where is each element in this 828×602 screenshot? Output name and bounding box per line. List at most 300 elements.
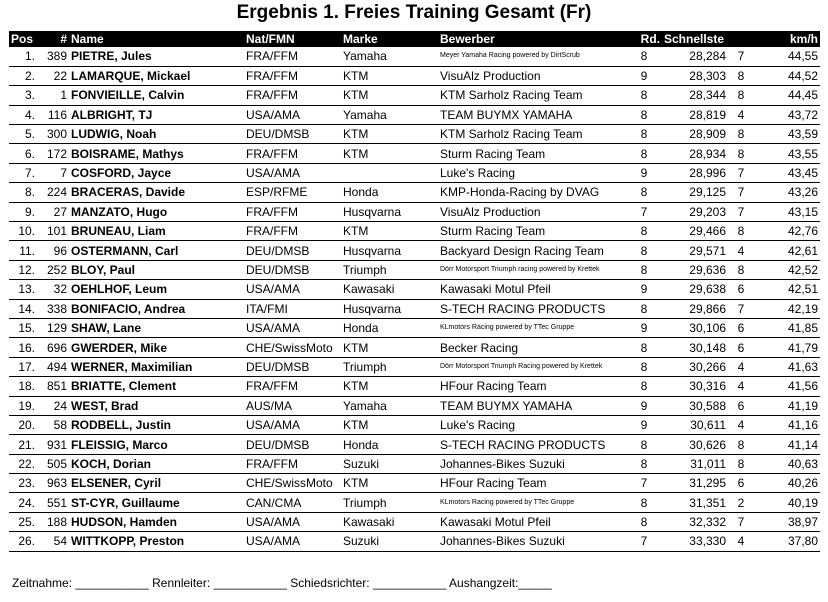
cell-fastest-time: 32,332 — [662, 512, 728, 531]
cell-rounds: 7 — [626, 532, 662, 551]
cell-number: 96 — [37, 241, 69, 260]
cell-name: COSFORD, Jayce — [69, 163, 244, 182]
table-row — [9, 435, 820, 454]
cell-kmh: 41,85 — [754, 318, 820, 337]
cell-marke: KTM — [341, 86, 438, 105]
cell-marke: KTM — [341, 338, 438, 357]
cell-name: KOCH, Dorian — [69, 454, 244, 473]
cell-pos: 8. — [9, 183, 37, 202]
cell-name: SHAW, Lane — [69, 318, 244, 337]
cell-kmh: 43,45 — [754, 163, 820, 182]
cell-marke: Kawasaki — [341, 512, 438, 531]
cell-rounds: 8 — [626, 47, 662, 66]
cell-marke: Yamaha — [341, 47, 438, 66]
table-row — [9, 183, 820, 202]
cell-bewerber: S-TECH RACING PRODUCTS — [438, 435, 626, 454]
cell-pos: 22. — [9, 454, 37, 473]
cell-nat: FRA/FFM — [244, 144, 341, 163]
cell-rounds: 8 — [626, 357, 662, 376]
cell-number: 252 — [37, 260, 69, 279]
cell-number: 963 — [37, 474, 69, 493]
cell-kmh: 44,52 — [754, 66, 820, 85]
cell-number: 338 — [37, 299, 69, 318]
cell-name: LUDWIG, Noah — [69, 125, 244, 144]
cell-fastest-lap: 6 — [728, 318, 754, 337]
cell-kmh: 38,97 — [754, 512, 820, 531]
cell-fastest-lap: 7 — [728, 299, 754, 318]
cell-marke: Honda — [341, 183, 438, 202]
cell-fastest-time: 30,588 — [662, 396, 728, 415]
table-row — [9, 474, 820, 493]
cell-pos: 3. — [9, 86, 37, 105]
cell-pos: 18. — [9, 377, 37, 396]
cell-name: PIETRE, Jules — [69, 47, 244, 66]
cell-number: 32 — [37, 280, 69, 299]
cell-bewerber: Sturm Racing Team — [438, 222, 626, 241]
table-row — [9, 454, 820, 473]
cell-kmh: 41,56 — [754, 377, 820, 396]
cell-rounds: 8 — [626, 435, 662, 454]
cell-number: 24 — [37, 396, 69, 415]
cell-rounds: 7 — [626, 202, 662, 221]
cell-fastest-time: 29,636 — [662, 260, 728, 279]
cell-pos: 9. — [9, 202, 37, 221]
cell-rounds: 8 — [626, 86, 662, 105]
cell-marke: Kawasaki — [341, 280, 438, 299]
cell-fastest-lap: 7 — [728, 202, 754, 221]
cell-pos: 16. — [9, 338, 37, 357]
table-row — [9, 493, 820, 512]
cell-nat: ITA/FMI — [244, 299, 341, 318]
cell-name: BOISRAME, Mathys — [69, 144, 244, 163]
cell-fastest-time: 28,344 — [662, 86, 728, 105]
cell-number: 27 — [37, 202, 69, 221]
table-row — [9, 280, 820, 299]
cell-marke: KTM — [341, 377, 438, 396]
cell-number: 389 — [37, 47, 69, 66]
cell-nat: FRA/FFM — [244, 47, 341, 66]
table-row — [9, 415, 820, 434]
cell-name: WERNER, Maximilian — [69, 357, 244, 376]
cell-nat: FRA/FFM — [244, 377, 341, 396]
cell-pos: 25. — [9, 512, 37, 531]
cell-marke: KTM — [341, 125, 438, 144]
cell-number: 1 — [37, 86, 69, 105]
cell-number: 551 — [37, 493, 69, 512]
cell-rounds: 8 — [626, 222, 662, 241]
cell-nat: USA/AMA — [244, 512, 341, 531]
cell-name: HUDSON, Hamden — [69, 512, 244, 531]
cell-rounds: 8 — [626, 260, 662, 279]
cell-pos: 11. — [9, 241, 37, 260]
header-nat: Nat/FMN — [246, 32, 295, 46]
footer-aushangzeit: Aushangzeit:_____ — [449, 576, 552, 590]
cell-fastest-time: 30,626 — [662, 435, 728, 454]
cell-fastest-lap: 8 — [728, 435, 754, 454]
cell-fastest-lap: 7 — [728, 183, 754, 202]
cell-nat: USA/AMA — [244, 532, 341, 551]
cell-rounds: 7 — [626, 474, 662, 493]
cell-kmh: 41,19 — [754, 396, 820, 415]
cell-fastest-time: 30,266 — [662, 357, 728, 376]
cell-fastest-time: 33,330 — [662, 532, 728, 551]
cell-fastest-time: 31,351 — [662, 493, 728, 512]
cell-number: 7 — [37, 163, 69, 182]
cell-name: BLOY, Paul — [69, 260, 244, 279]
cell-pos: 15. — [9, 318, 37, 337]
cell-name: BONIFACIO, Andrea — [69, 299, 244, 318]
cell-fastest-lap: 8 — [728, 260, 754, 279]
cell-number: 54 — [37, 532, 69, 551]
cell-kmh: 43,55 — [754, 144, 820, 163]
cell-fastest-lap: 7 — [728, 163, 754, 182]
cell-fastest-lap: 4 — [728, 105, 754, 124]
header-kmh: km/h — [789, 32, 818, 46]
header-rd: Rd. — [640, 32, 660, 46]
table-row — [9, 396, 820, 415]
cell-bewerber: KLmotors Racing powered by TTec Gruppe — [438, 318, 626, 337]
cell-name: ST-CYR, Guillaume — [69, 493, 244, 512]
cell-nat: USA/AMA — [244, 318, 341, 337]
cell-fastest-time: 30,106 — [662, 318, 728, 337]
cell-bewerber: Sturm Racing Team — [438, 144, 626, 163]
cell-kmh: 42,51 — [754, 280, 820, 299]
cell-rounds: 8 — [626, 377, 662, 396]
cell-name: BRACERAS, Davide — [69, 183, 244, 202]
cell-name: FLEISSIG, Marco — [69, 435, 244, 454]
cell-number: 129 — [37, 318, 69, 337]
signature-footer — [12, 576, 552, 590]
cell-fastest-lap: 8 — [728, 66, 754, 85]
table-header — [9, 31, 820, 47]
cell-name: ALBRIGHT, TJ — [69, 105, 244, 124]
cell-rounds: 8 — [626, 125, 662, 144]
cell-marke: KTM — [341, 222, 438, 241]
cell-rounds: 8 — [626, 512, 662, 531]
cell-bewerber: KLmotors Racing powered by TTec Gruppe — [438, 493, 626, 512]
table-row — [9, 144, 820, 163]
cell-fastest-lap: 7 — [728, 47, 754, 66]
cell-name: MANZATO, Hugo — [69, 202, 244, 221]
cell-rounds: 9 — [626, 396, 662, 415]
cell-pos: 20. — [9, 415, 37, 434]
cell-fastest-lap: 4 — [728, 377, 754, 396]
header-name: Name — [71, 32, 104, 46]
cell-bewerber: Johannes-Bikes Suzuki — [438, 532, 626, 551]
cell-bewerber: HFour Racing Team — [438, 377, 626, 396]
cell-kmh: 43,26 — [754, 183, 820, 202]
cell-fastest-time: 31,011 — [662, 454, 728, 473]
cell-number: 300 — [37, 125, 69, 144]
cell-bewerber: Luke's Racing — [438, 415, 626, 434]
cell-pos: 23. — [9, 474, 37, 493]
cell-fastest-lap: 4 — [728, 532, 754, 551]
cell-name: OSTERMANN, Carl — [69, 241, 244, 260]
cell-rounds: 8 — [626, 144, 662, 163]
cell-bewerber: VisuAlz Production — [438, 66, 626, 85]
cell-bewerber: Kawasaki Motul Pfeil — [438, 280, 626, 299]
cell-bewerber: Johannes-Bikes Suzuki — [438, 454, 626, 473]
page-title: Ergebnis 1. Freies Training Gesamt (Fr) — [236, 2, 592, 23]
results-table — [9, 31, 820, 552]
table-row — [9, 105, 820, 124]
cell-kmh: 40,26 — [754, 474, 820, 493]
cell-fastest-lap: 8 — [728, 86, 754, 105]
cell-name: GWERDER, Mike — [69, 338, 244, 357]
cell-marke — [341, 163, 438, 182]
cell-kmh: 40,63 — [754, 454, 820, 473]
cell-pos: 26. — [9, 532, 37, 551]
cell-nat: AUS/MA — [244, 396, 341, 415]
cell-bewerber: Backyard Design Racing Team — [438, 241, 626, 260]
table-row — [9, 47, 820, 66]
cell-fastest-time: 29,571 — [662, 241, 728, 260]
cell-bewerber: Dörr Motorsport Triumph Racing powered by Krettek — [438, 357, 626, 376]
cell-bewerber: KTM Sarholz Racing Team — [438, 86, 626, 105]
cell-marke: KTM — [341, 415, 438, 434]
cell-name: WITTKOPP, Preston — [69, 532, 244, 551]
cell-fastest-lap: 7 — [728, 512, 754, 531]
cell-marke: Honda — [341, 318, 438, 337]
cell-bewerber: KMP-Honda-Racing by DVAG — [438, 183, 626, 202]
cell-fastest-time: 31,295 — [662, 474, 728, 493]
table-row — [9, 163, 820, 182]
cell-kmh: 43,15 — [754, 202, 820, 221]
cell-rounds: 9 — [626, 415, 662, 434]
cell-fastest-lap: 6 — [728, 280, 754, 299]
cell-bewerber: Becker Racing — [438, 338, 626, 357]
cell-nat: CHE/SwissMoto — [244, 338, 341, 357]
cell-fastest-time: 30,148 — [662, 338, 728, 357]
cell-kmh: 44,55 — [754, 47, 820, 66]
footer-rennleiter: Rennleiter: ___________ — [152, 576, 287, 590]
cell-number: 116 — [37, 105, 69, 124]
cell-fastest-lap: 2 — [728, 493, 754, 512]
cell-number: 22 — [37, 66, 69, 85]
cell-bewerber: HFour Racing Team — [438, 474, 626, 493]
cell-bewerber: VisuAlz Production — [438, 202, 626, 221]
cell-kmh: 41,63 — [754, 357, 820, 376]
cell-number: 851 — [37, 377, 69, 396]
table-row — [9, 222, 820, 241]
cell-fastest-lap: 8 — [728, 222, 754, 241]
cell-kmh: 42,76 — [754, 222, 820, 241]
cell-number: 188 — [37, 512, 69, 531]
cell-nat: FRA/FFM — [244, 222, 341, 241]
cell-bewerber: TEAM BUYMX YAMAHA — [438, 105, 626, 124]
cell-bewerber: KTM Sarholz Racing Team — [438, 125, 626, 144]
cell-rounds: 9 — [626, 318, 662, 337]
cell-nat: USA/AMA — [244, 105, 341, 124]
cell-rounds: 8 — [626, 105, 662, 124]
cell-marke: Husqvarna — [341, 299, 438, 318]
cell-fastest-lap: 4 — [728, 415, 754, 434]
cell-pos: 4. — [9, 105, 37, 124]
cell-name: OEHLHOF, Leum — [69, 280, 244, 299]
cell-pos: 21. — [9, 435, 37, 454]
cell-fastest-time: 28,996 — [662, 163, 728, 182]
table-row — [9, 338, 820, 357]
cell-marke: Yamaha — [341, 105, 438, 124]
cell-number: 172 — [37, 144, 69, 163]
cell-name: ELSENER, Cyril — [69, 474, 244, 493]
cell-name: FONVIEILLE, Calvin — [69, 86, 244, 105]
cell-marke: Triumph — [341, 260, 438, 279]
cell-kmh: 42,52 — [754, 260, 820, 279]
cell-nat: FRA/FFM — [244, 202, 341, 221]
cell-fastest-lap: 8 — [728, 454, 754, 473]
cell-pos: 2. — [9, 66, 37, 85]
cell-kmh: 42,19 — [754, 299, 820, 318]
cell-rounds: 9 — [626, 163, 662, 182]
cell-bewerber: Dörr Motorsport Triumph racing powered by Krettek — [438, 260, 626, 279]
cell-bewerber: Meyer Yamaha Racing powered by DirtScrub — [438, 47, 626, 66]
cell-nat: USA/AMA — [244, 415, 341, 434]
header-marke: Marke — [343, 32, 378, 46]
cell-rounds: 9 — [626, 280, 662, 299]
cell-marke: Suzuki — [341, 454, 438, 473]
cell-kmh: 41,14 — [754, 435, 820, 454]
cell-marke: KTM — [341, 144, 438, 163]
cell-rounds: 8 — [626, 241, 662, 260]
cell-pos: 17. — [9, 357, 37, 376]
cell-fastest-time: 29,466 — [662, 222, 728, 241]
footer-schiedsrichter: Schiedsrichter: ___________ — [290, 576, 447, 590]
cell-fastest-lap: 8 — [728, 125, 754, 144]
cell-bewerber: TEAM BUYMX YAMAHA — [438, 396, 626, 415]
cell-nat: DEU/DMSB — [244, 125, 341, 144]
cell-fastest-time: 28,819 — [662, 105, 728, 124]
cell-marke: KTM — [341, 66, 438, 85]
cell-fastest-lap: 6 — [728, 474, 754, 493]
cell-pos: 1. — [9, 47, 37, 66]
table-row — [9, 377, 820, 396]
table-row — [9, 357, 820, 376]
cell-fastest-lap: 6 — [728, 338, 754, 357]
cell-nat: DEU/DMSB — [244, 260, 341, 279]
cell-kmh: 43,59 — [754, 125, 820, 144]
cell-marke: Triumph — [341, 493, 438, 512]
table-row — [9, 299, 820, 318]
table-row — [9, 512, 820, 531]
cell-fastest-time: 28,909 — [662, 125, 728, 144]
cell-bewerber: Luke's Racing — [438, 163, 626, 182]
cell-rounds: 8 — [626, 183, 662, 202]
cell-kmh: 44,45 — [754, 86, 820, 105]
cell-pos: 10. — [9, 222, 37, 241]
cell-pos: 5. — [9, 125, 37, 144]
cell-pos: 14. — [9, 299, 37, 318]
cell-nat: ESP/RFME — [244, 183, 341, 202]
cell-rounds: 8 — [626, 493, 662, 512]
cell-name: RODBELL, Justin — [69, 415, 244, 434]
footer-zeitnahme: Zeitnahme: ___________ — [12, 576, 149, 590]
cell-nat: DEU/DMSB — [244, 435, 341, 454]
table-row — [9, 202, 820, 221]
cell-pos: 19. — [9, 396, 37, 415]
cell-fastest-time: 29,866 — [662, 299, 728, 318]
cell-bewerber: S-TECH RACING PRODUCTS — [438, 299, 626, 318]
cell-nat: USA/AMA — [244, 163, 341, 182]
cell-fastest-lap: 4 — [728, 357, 754, 376]
cell-nat: DEU/DMSB — [244, 357, 341, 376]
cell-kmh: 41,16 — [754, 415, 820, 434]
cell-marke: Husqvarna — [341, 202, 438, 221]
cell-name: WEST, Brad — [69, 396, 244, 415]
cell-marke: KTM — [341, 474, 438, 493]
header-number: # — [60, 32, 67, 46]
cell-nat: FRA/FFM — [244, 86, 341, 105]
cell-marke: Yamaha — [341, 396, 438, 415]
cell-number: 494 — [37, 357, 69, 376]
cell-rounds: 8 — [626, 299, 662, 318]
cell-nat: DEU/DMSB — [244, 241, 341, 260]
cell-kmh: 40,19 — [754, 493, 820, 512]
cell-name: BRUNEAU, Liam — [69, 222, 244, 241]
cell-nat: CAN/CMA — [244, 493, 341, 512]
cell-nat: FRA/FFM — [244, 66, 341, 85]
table-row — [9, 66, 820, 85]
cell-fastest-time: 30,611 — [662, 415, 728, 434]
cell-fastest-lap: 8 — [728, 144, 754, 163]
cell-pos: 13. — [9, 280, 37, 299]
cell-fastest-time: 29,125 — [662, 183, 728, 202]
cell-nat: CHE/SwissMoto — [244, 474, 341, 493]
cell-fastest-lap: 4 — [728, 241, 754, 260]
table-row — [9, 318, 820, 337]
cell-name: LAMARQUE, Mickael — [69, 66, 244, 85]
cell-nat: USA/AMA — [244, 280, 341, 299]
table-row — [9, 260, 820, 279]
cell-number: 696 — [37, 338, 69, 357]
cell-marke: Suzuki — [341, 532, 438, 551]
table-row — [9, 86, 820, 105]
cell-fastest-time: 28,284 — [662, 47, 728, 66]
cell-marke: Triumph — [341, 357, 438, 376]
cell-rounds: 8 — [626, 338, 662, 357]
cell-kmh: 41,79 — [754, 338, 820, 357]
cell-kmh: 37,80 — [754, 532, 820, 551]
header-schnellste: Schnellste — [664, 32, 725, 46]
cell-pos: 12. — [9, 260, 37, 279]
cell-fastest-time: 28,934 — [662, 144, 728, 163]
cell-number: 58 — [37, 415, 69, 434]
table-body — [9, 47, 820, 551]
cell-kmh: 43,72 — [754, 105, 820, 124]
cell-fastest-lap: 6 — [728, 396, 754, 415]
cell-marke: Husqvarna — [341, 241, 438, 260]
header-bewerber: Bewerber — [440, 32, 495, 46]
header-pos: Pos — [11, 32, 34, 46]
cell-number: 101 — [37, 222, 69, 241]
cell-rounds: 8 — [626, 454, 662, 473]
table-row — [9, 532, 820, 551]
cell-pos: 6. — [9, 144, 37, 163]
cell-nat: FRA/FFM — [244, 454, 341, 473]
cell-number: 505 — [37, 454, 69, 473]
table-row — [9, 125, 820, 144]
table-row — [9, 241, 820, 260]
cell-number: 931 — [37, 435, 69, 454]
cell-bewerber: Kawasaki Motul Pfeil — [438, 512, 626, 531]
cell-fastest-time: 29,638 — [662, 280, 728, 299]
cell-marke: Honda — [341, 435, 438, 454]
cell-number: 224 — [37, 183, 69, 202]
cell-rounds: 9 — [626, 66, 662, 85]
cell-pos: 7. — [9, 163, 37, 182]
cell-fastest-time: 29,203 — [662, 202, 728, 221]
cell-fastest-time: 30,316 — [662, 377, 728, 396]
